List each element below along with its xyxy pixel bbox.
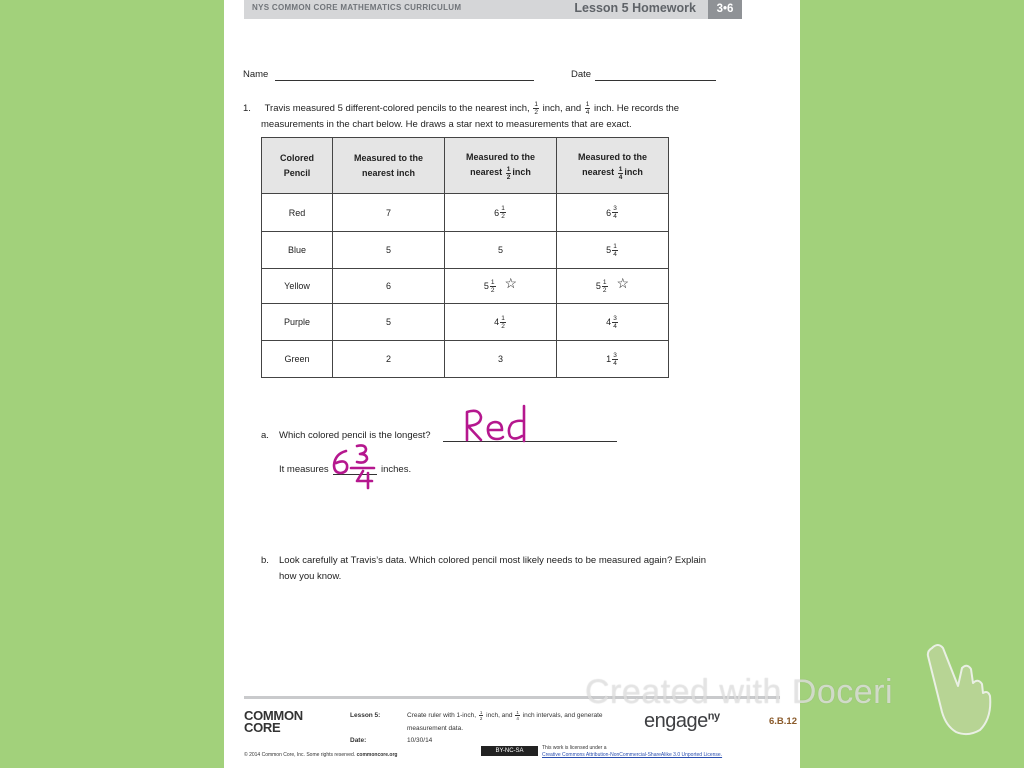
cell-quarter: 1 $\frac{3}{4}$ — [557, 341, 669, 378]
cell-inch: 7 — [333, 194, 445, 232]
grade-badge: 3•6 — [708, 0, 742, 19]
cell-half: 5 — [445, 232, 557, 269]
table-row — [262, 194, 669, 232]
name-line — [275, 80, 534, 81]
header-nearest-half-inch: Measured to the nearest $\frac{1}{2}$ inch — [445, 138, 557, 194]
license-badge: BY-NC-SA — [481, 746, 538, 756]
cell-color: Red — [262, 194, 333, 232]
question-text-pre: Travis measured 5 different-colored pencils to the nearest inch, — [264, 103, 530, 115]
star-icon: ☆ — [504, 274, 518, 291]
worksheet-page — [224, 0, 800, 768]
cell-quarter: 4 $\frac{3}{4}$ — [557, 304, 669, 341]
cell-quarter: 5 $\frac{1}{4}$ — [557, 232, 669, 269]
cell-half: 6 $\frac{1}{2}$ — [445, 194, 557, 232]
table-row — [262, 341, 669, 378]
table-row — [262, 232, 669, 269]
footer-lesson-line-2: measurement data. — [407, 725, 464, 732]
curriculum-title: NYS COMMON CORE MATHEMATICS CURRICULUM — [252, 3, 462, 12]
lesson-title: Lesson 5 Homework — [574, 1, 696, 15]
footer-date-label: Date: — [350, 737, 367, 744]
measurement-table — [261, 137, 669, 378]
part-b-question-line-1: Look carefully at Travis’s data. Which colored pencil most likely needs to be measured again? Explain — [279, 555, 707, 566]
page-number: 6.B.12 — [769, 716, 797, 727]
part-a-measures-pre: It measures — [279, 464, 329, 475]
cell-color: Yellow — [262, 269, 333, 304]
table-row — [262, 269, 669, 304]
cell-half: 3 — [445, 341, 557, 378]
common-core-logo: COMMON CORE — [244, 708, 303, 735]
cell-color: Green — [262, 341, 333, 378]
fraction-quarter: $\frac{1}{4}$ — [585, 101, 590, 116]
footer-lesson-description: Create ruler with 1-inch, $\frac{1}{2}$ inch, and $\frac{1}{4}$ inch intervals, and generate — [407, 710, 603, 721]
header-fraction-half: $\frac{1}{2}$ — [506, 165, 511, 181]
question-1-line-1 — [243, 101, 679, 116]
question-1-line-2: measurements in the chart below. He draws a star next to measurements that are exact. — [261, 119, 632, 130]
part-b-label: b. — [261, 555, 269, 566]
fraction-half: $\frac{1}{2}$ — [534, 101, 538, 116]
table-header-row — [262, 138, 669, 194]
doceri-hand-icon — [918, 638, 998, 738]
handwritten-answer-red — [462, 402, 532, 444]
engage-ny-logo: engage$^{ny}$ — [644, 710, 720, 732]
handwritten-answer-six-three-quarters — [330, 442, 380, 490]
footer-lesson-label: Lesson 5: — [350, 712, 381, 719]
question-text-mid: inch, and — [542, 103, 582, 115]
name-label: Name — [243, 69, 269, 80]
cell-half: 5 $\frac{1}{2}$ ☆ — [445, 269, 557, 304]
header-colored-pencil: Colored Pencil — [262, 138, 333, 194]
license-text: This work is licensed under a — [542, 745, 607, 751]
table-row — [262, 304, 669, 341]
cell-color: Purple — [262, 304, 333, 341]
question-number: 1. — [243, 103, 251, 115]
cell-inch: 2 — [333, 341, 445, 378]
cell-inch: 5 — [333, 232, 445, 269]
cell-inch: 6 — [333, 269, 445, 304]
cell-quarter: 6 $\frac{3}{4}$ — [557, 194, 669, 232]
page-header — [244, 0, 742, 19]
part-a-measures-post: inches. — [381, 464, 412, 475]
date-line — [595, 80, 716, 81]
part-a-label: a. — [261, 430, 269, 441]
header-nearest-quarter-inch: Measured to the nearest $\frac{1}{4}$ inch — [557, 138, 669, 194]
footer-date-value: 10/30/14 — [407, 737, 433, 744]
cell-quarter: 5 $\frac{1}{2}$ ☆ — [557, 269, 669, 304]
footer-copyright: © 2014 Common Core, Inc. Some rights reserved. commoncore.org — [244, 752, 398, 758]
doceri-watermark: Created with Doceri — [585, 673, 894, 711]
license-link[interactable]: Creative Commons Attribution-NonCommercial-ShareAlike 3.0 Unported License. — [542, 752, 723, 758]
header-nearest-inch: Measured to the nearest inch — [333, 138, 445, 194]
cell-inch: 5 — [333, 304, 445, 341]
cell-half: 4 $\frac{1}{2}$ — [445, 304, 557, 341]
part-a-question: Which colored pencil is the longest? — [279, 430, 431, 441]
question-text-post: inch. He records the — [594, 103, 680, 115]
header-fraction-quarter: $\frac{1}{4}$ — [618, 165, 623, 181]
date-label: Date — [571, 69, 592, 80]
cell-color: Blue — [262, 232, 333, 269]
part-b-question-line-2: how you know. — [279, 571, 342, 582]
star-icon: ☆ — [616, 274, 630, 291]
